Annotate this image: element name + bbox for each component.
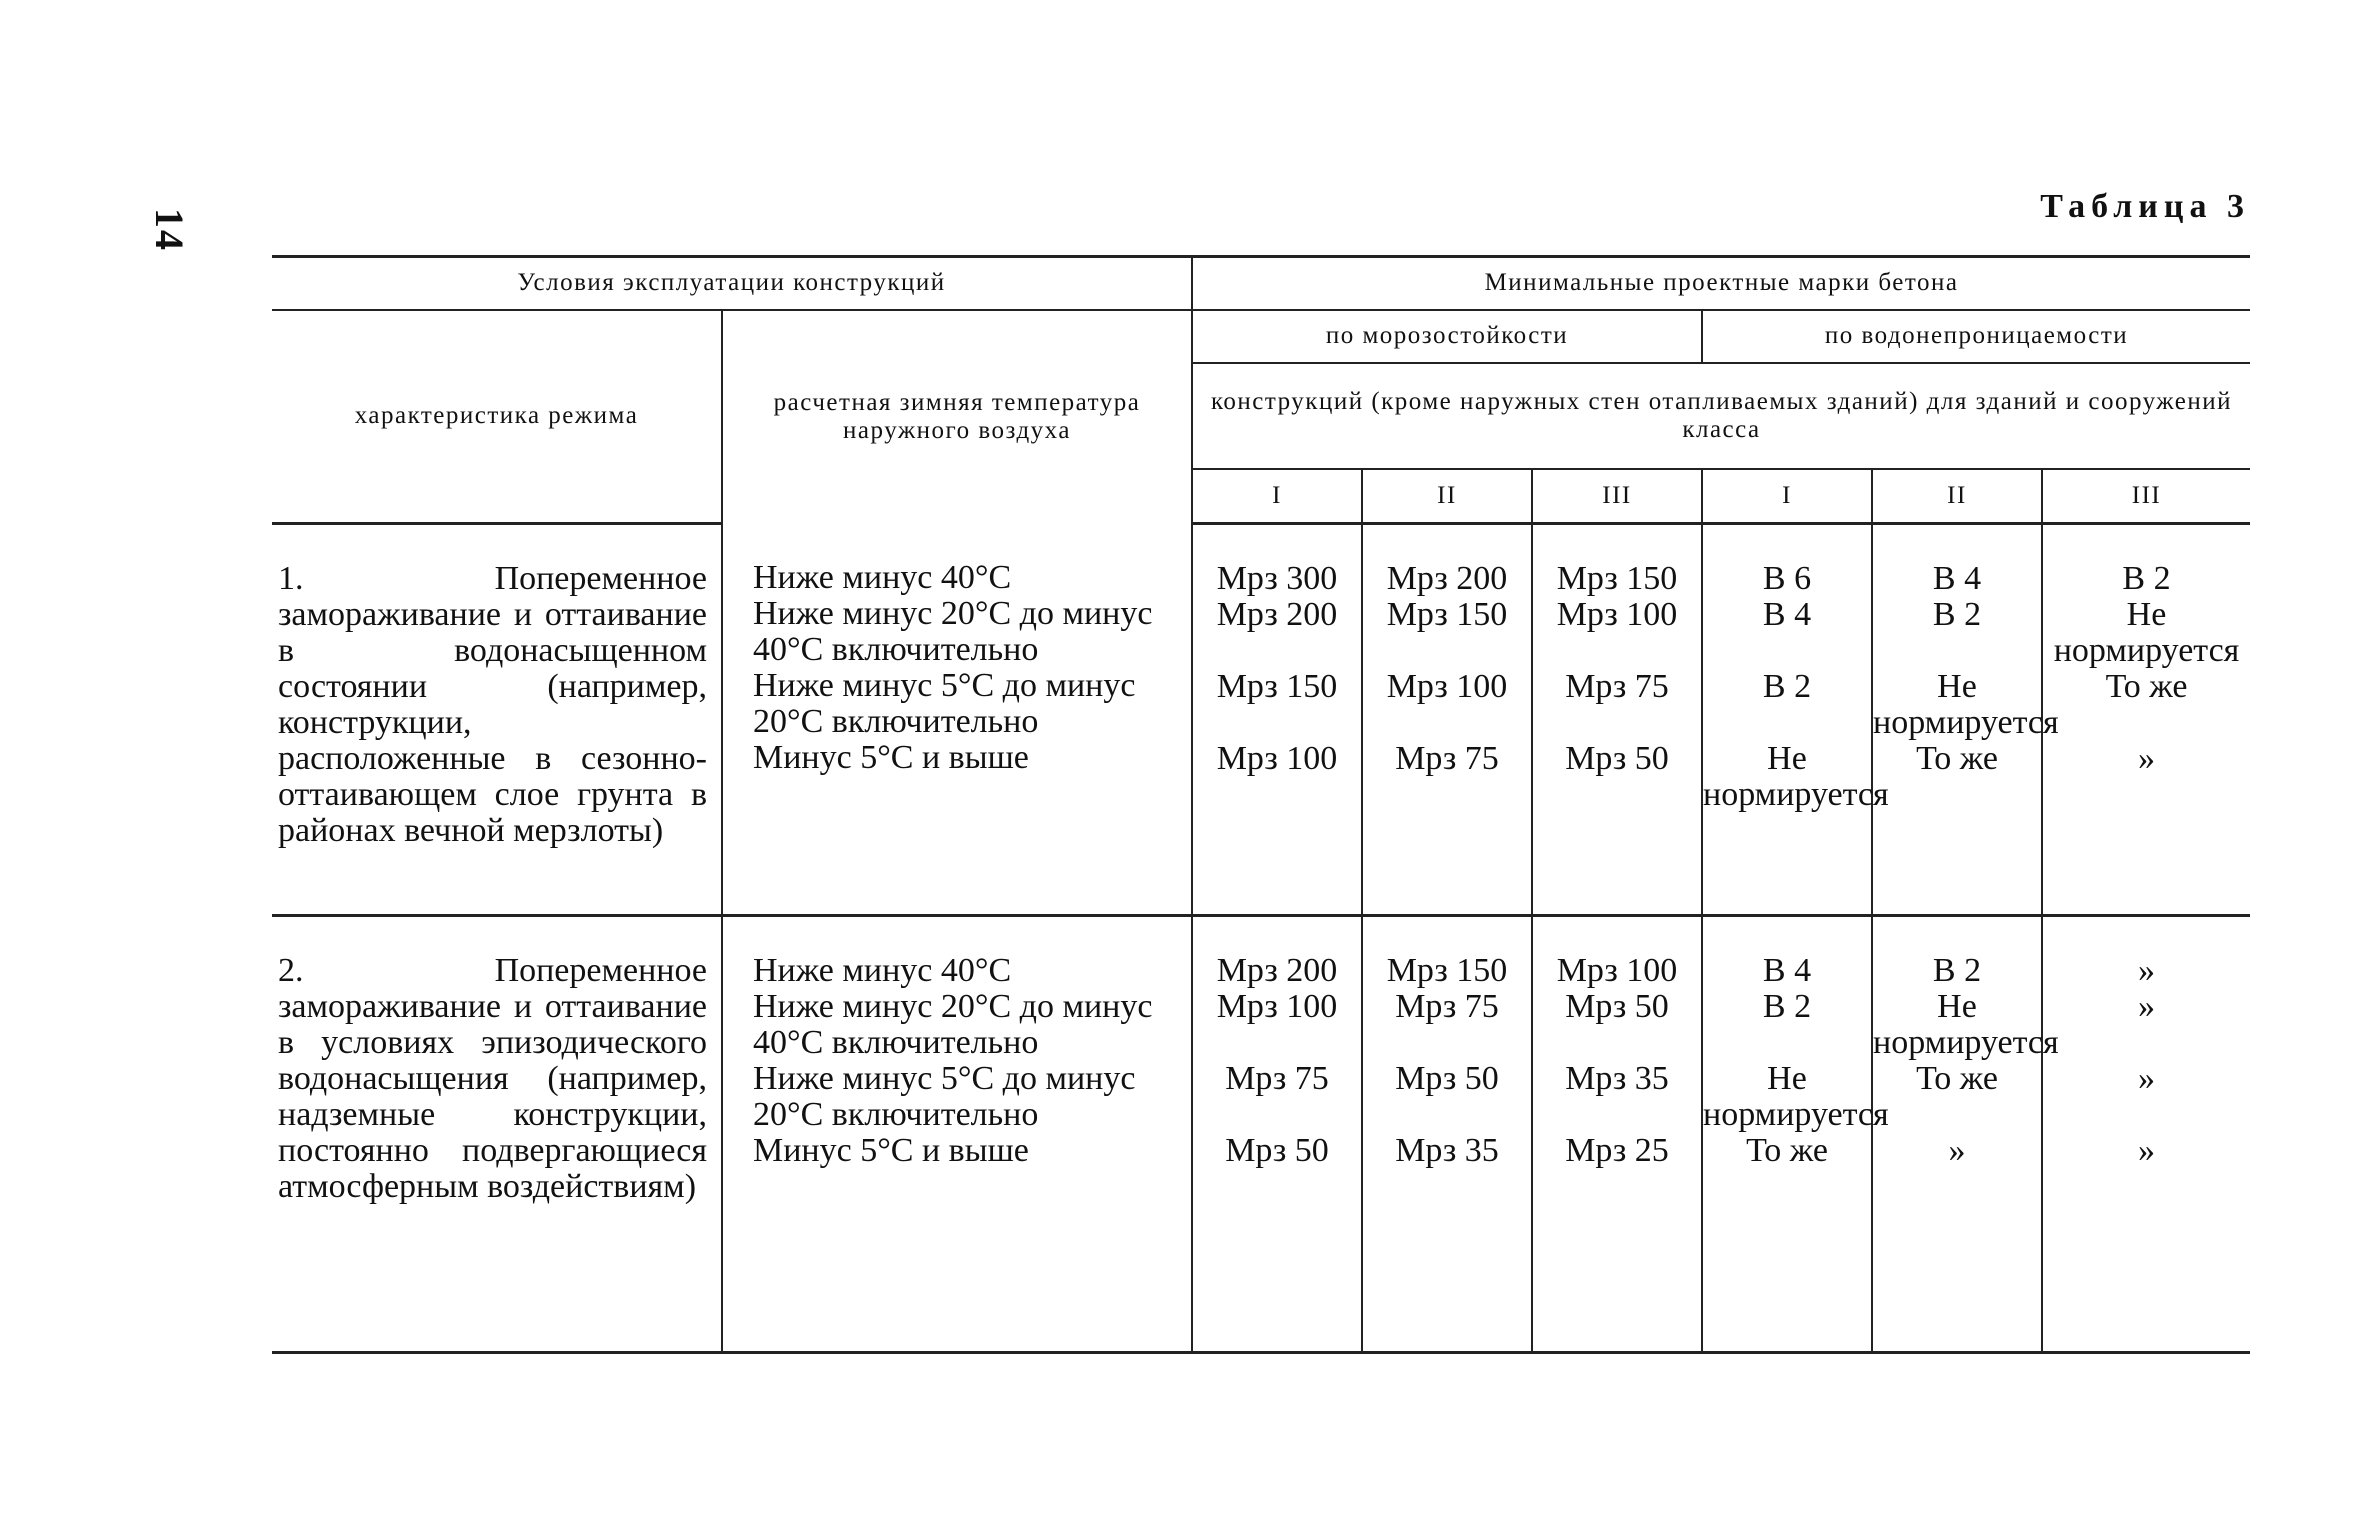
value: Мрз 50 (1565, 988, 1669, 1025)
water-III-cell (2042, 524, 2250, 916)
value: Мрз 75 (1225, 1060, 1329, 1097)
header-constructions: конструкций (кроме наружных стен отапливаемых зданий) для зданий и сооружений класса (1192, 363, 2250, 469)
temperature-cell (722, 524, 1192, 916)
value: То же (2105, 668, 2188, 705)
page-number: 14 (147, 208, 192, 252)
value: Мрз 35 (1395, 1132, 1499, 1169)
header-class: III (1532, 469, 1702, 524)
value: Мрз 100 (1556, 952, 1678, 989)
value: В 6 (1762, 560, 1812, 597)
value: В 2 (1762, 668, 1812, 705)
frost-II-cell (1362, 916, 1532, 1353)
value: То же (1916, 1060, 1998, 1097)
value: В 4 (1762, 596, 1812, 633)
value: » (1948, 1132, 1966, 1169)
temp-line: Ниже минус 20°С до минус 40°С включительно (753, 988, 1153, 1061)
value: Мрз 100 (1556, 596, 1678, 633)
frost-I-cell (1192, 916, 1362, 1353)
value: Мрз 100 (1216, 988, 1338, 1025)
header-frost: по морозостойкости (1192, 310, 1702, 363)
value: То же (1916, 740, 1998, 777)
temp-line: Минус 5°С и выше (753, 738, 1029, 776)
value: Мрз 50 (1395, 1060, 1499, 1097)
value: Не нормируется (1703, 740, 1889, 813)
header-class: I (1192, 469, 1362, 524)
value: Не нормируется (1873, 988, 2059, 1061)
header-temperature: расчетная зимняя температура наружного воздуха (722, 310, 1192, 524)
table-row (272, 916, 2250, 1353)
value: » (2138, 988, 2155, 1025)
table-row (272, 524, 2250, 916)
value: Не нормируется (1873, 668, 2059, 741)
value: В 2 (1762, 988, 1812, 1025)
frost-III-cell (1532, 916, 1702, 1353)
value: » (2138, 740, 2155, 777)
value: Мрз 35 (1565, 1060, 1669, 1097)
temp-line: Ниже минус 40°С (753, 558, 1012, 596)
water-II-cell (1872, 524, 2059, 916)
value: Не нормируется (2053, 596, 2240, 669)
header-class: III (2042, 469, 2250, 524)
temperature-cell (722, 916, 1192, 1353)
concrete-grades-table (272, 255, 2250, 1354)
header-class: II (1872, 469, 2042, 524)
value: Мрз 200 (1216, 952, 1338, 989)
frost-III-cell (1532, 524, 1702, 916)
value: То же (1746, 1132, 1828, 1169)
value: В 2 (2122, 560, 2171, 597)
temp-line: Ниже минус 20°С до минус 40°С включительно (753, 594, 1153, 668)
value: В 4 (1762, 952, 1812, 989)
temp-line: Минус 5°С и выше (753, 1132, 1029, 1169)
temp-line: Ниже минус 5°С до минус 20°С включительно (753, 1060, 1136, 1133)
water-III-cell (2042, 916, 2250, 1353)
value: Мрз 150 (1216, 668, 1338, 705)
value: Мрз 100 (1216, 740, 1338, 777)
water-I-cell (1702, 524, 1889, 916)
value: Мрз 25 (1565, 1132, 1669, 1169)
header-water: по водонепроницаемости (1702, 310, 2250, 363)
table-caption: Таблица 3 (2040, 188, 2250, 225)
regime-cell: 2. Попеременное замораживание и оттаивание в условиях эпизодического водонасыщения (например, надземные конструкции, постоянно подвергающиеся атмосферным воздействиям) (272, 916, 722, 1353)
regime-cell: 1. Попеременное замораживание и оттаивание в водонасыщенном состоянии (например, конструкции, расположенные в сезонно-оттаивающем слое грунта в районах вечной мерзлоты) (272, 524, 722, 916)
frost-II-cell (1362, 524, 1532, 916)
temp-line: Ниже минус 5°С до минус 20°С включительно (753, 666, 1136, 740)
value: Мрз 200 (1216, 596, 1338, 633)
value: » (2138, 952, 2155, 989)
temp-line: Ниже минус 40°С (753, 952, 1012, 989)
value: Мрз 75 (1565, 668, 1669, 705)
value: Мрз 200 (1386, 560, 1508, 597)
value: Мрз 75 (1395, 988, 1499, 1025)
value: Мрз 50 (1225, 1132, 1329, 1169)
header-min-grades: Минимальные проектные марки бетона (1192, 257, 2250, 310)
header-class: II (1362, 469, 1532, 524)
value: Мрз 150 (1386, 596, 1508, 633)
value: Мрз 75 (1395, 740, 1499, 777)
table-wrapper (272, 255, 2250, 1354)
header-class: I (1702, 469, 1872, 524)
value: » (2138, 1060, 2155, 1097)
header-conditions: Условия эксплуатации конструкций (272, 257, 1192, 310)
value: В 2 (1932, 952, 1982, 989)
header-regime: характеристика режима (272, 310, 722, 524)
frost-I-cell (1192, 524, 1362, 916)
water-I-cell (1702, 916, 1889, 1353)
value: » (2138, 1132, 2155, 1169)
value: Не нормируется (1703, 1060, 1889, 1133)
value: Мрз 50 (1565, 740, 1669, 777)
value: Мрз 300 (1216, 560, 1338, 597)
water-II-cell (1872, 916, 2059, 1353)
value: В 4 (1932, 560, 1982, 597)
value: Мрз 100 (1386, 668, 1508, 705)
value: Мрз 150 (1386, 952, 1508, 989)
value: В 2 (1932, 596, 1982, 633)
value: Мрз 150 (1556, 560, 1678, 597)
